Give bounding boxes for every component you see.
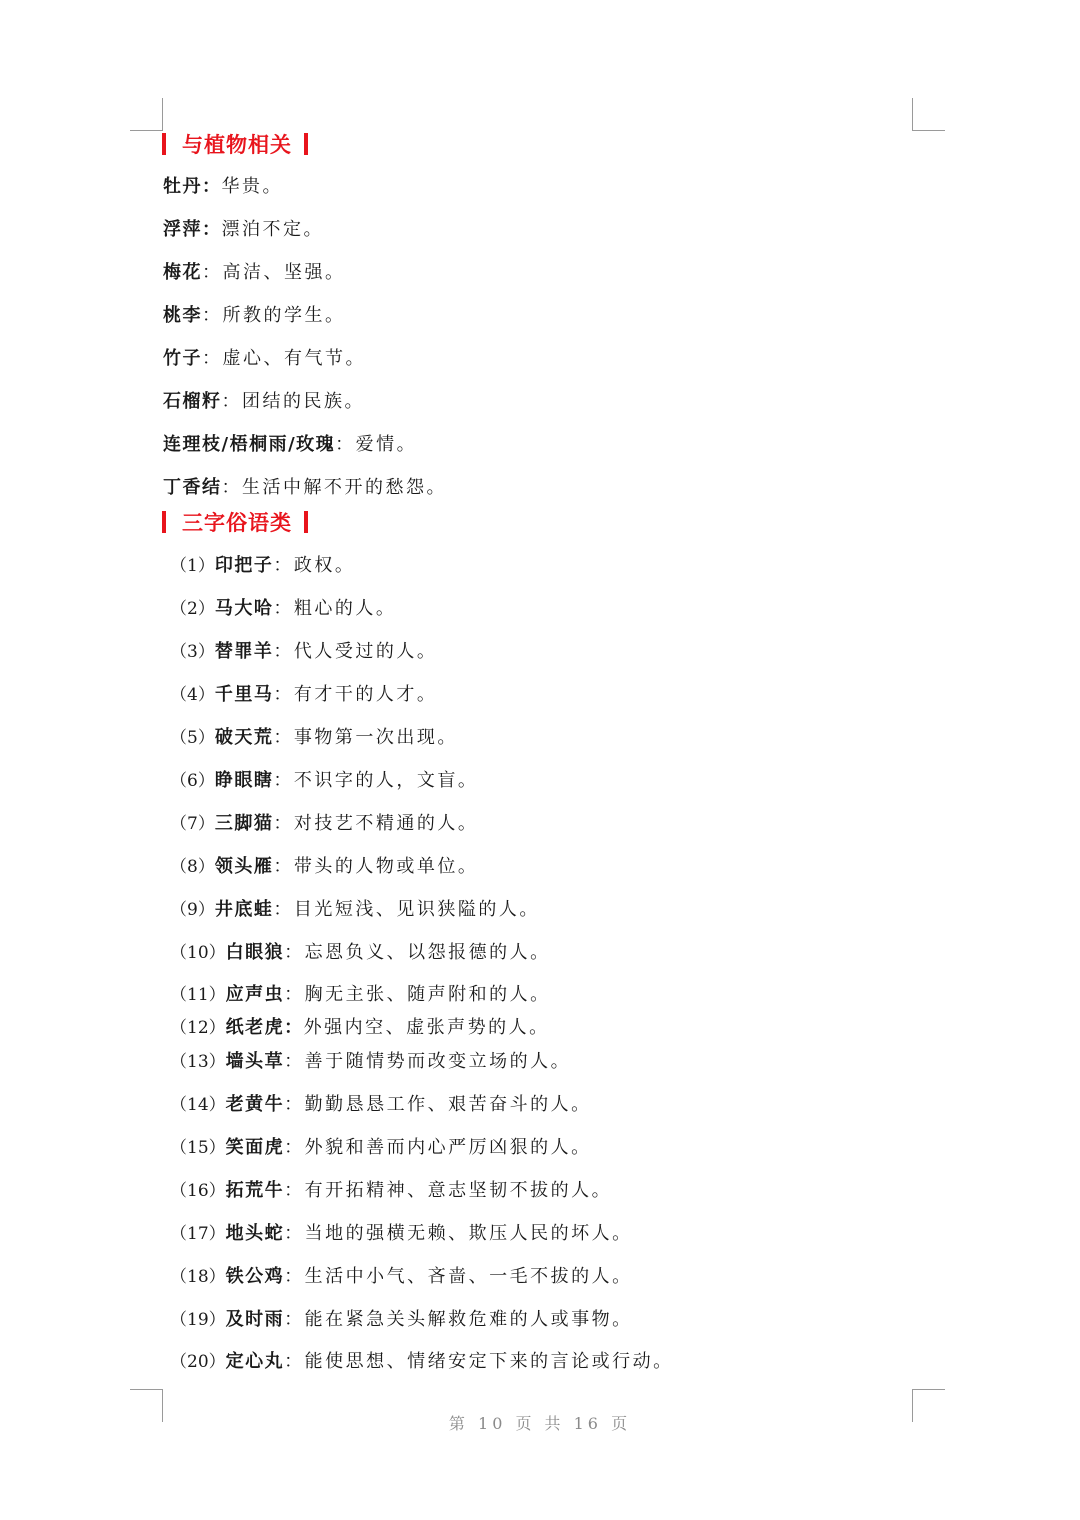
- item-number: （9）: [170, 900, 215, 920]
- item-separator: ：: [284, 984, 305, 1005]
- item-desc: 能使思想、情绪安定下来的言论或行动。: [304, 1351, 674, 1372]
- item-term: 梅花: [163, 262, 202, 283]
- crop-mark-top-right: [912, 98, 945, 131]
- item-desc: 高洁、坚强。: [222, 262, 346, 283]
- item-term: 浮萍: [163, 219, 202, 240]
- numbered-item: [170, 769, 478, 793]
- item-desc: 漂泊不定。: [221, 219, 324, 240]
- numbered-item: [170, 941, 551, 965]
- item-number: （3）: [170, 642, 215, 662]
- item-number: （15）: [170, 1138, 226, 1158]
- item-desc: 外貌和善而内心严厉凶狠的人。: [304, 1137, 592, 1158]
- list-item: [163, 304, 346, 328]
- item-desc: 有才干的人才。: [293, 684, 438, 705]
- item-term: 千里马: [214, 684, 274, 705]
- heading-bar-left: [162, 133, 166, 155]
- item-desc: 政权。: [293, 555, 356, 576]
- item-desc: 不识字的人，文盲。: [293, 770, 479, 791]
- item-desc: 目光短浅、见识狭隘的人。: [293, 899, 540, 920]
- item-desc: 外强内空、虚张声势的人。: [303, 1017, 550, 1038]
- heading-bar-left: [162, 511, 166, 533]
- item-separator: ：: [284, 1351, 305, 1372]
- item-separator: ：: [273, 899, 294, 920]
- item-separator: ：: [273, 555, 294, 576]
- item-term: 睁眼瞎: [214, 770, 274, 791]
- item-term: 石榴籽: [163, 391, 222, 412]
- item-separator: ：: [273, 727, 294, 748]
- list-item: [163, 476, 447, 500]
- numbered-item: [170, 1136, 592, 1160]
- section-heading-plants: [162, 131, 308, 157]
- item-desc: 虚心、有气节。: [222, 348, 366, 369]
- item-desc: 生活中小气、吝啬、一毛不拔的人。: [304, 1266, 633, 1287]
- item-desc: 代人受过的人。: [293, 641, 438, 662]
- item-term: 替罪羊: [214, 641, 274, 662]
- item-desc: 当地的强横无赖、欺压人民的坏人。: [304, 1223, 633, 1244]
- item-term: 马大哈: [214, 598, 274, 619]
- item-term: 竹子: [163, 348, 202, 369]
- item-desc: 所教的学生。: [222, 305, 346, 326]
- numbered-item: [170, 1265, 633, 1289]
- item-number: （1）: [170, 556, 215, 576]
- item-separator: ：: [221, 477, 242, 498]
- heading-bar-right: [304, 133, 308, 155]
- item-term: 印把子: [214, 555, 274, 576]
- item-term: 老黄牛: [225, 1094, 285, 1115]
- item-desc: 爱情。: [355, 434, 418, 455]
- item-term: 及时雨: [225, 1309, 285, 1330]
- item-separator: ：: [284, 1223, 305, 1244]
- item-number: （17）: [170, 1224, 226, 1244]
- item-number: （12）: [170, 1018, 226, 1038]
- item-term: 墙头草: [225, 1051, 285, 1072]
- item-term: 铁公鸡: [225, 1266, 285, 1287]
- item-desc: 对技艺不精通的人。: [293, 813, 479, 834]
- item-separator: ：: [284, 1137, 305, 1158]
- section-heading-idioms: [162, 509, 308, 535]
- list-item: [163, 347, 366, 371]
- item-desc: 华贵。: [221, 176, 283, 197]
- item-number: （5）: [170, 728, 215, 748]
- numbered-item: [170, 983, 551, 1007]
- item-number: （19）: [170, 1310, 226, 1330]
- item-separator: ：: [284, 1266, 305, 1287]
- item-separator: ：: [202, 262, 223, 283]
- item-term: 领头雁: [214, 856, 274, 877]
- item-term: 地头蛇: [225, 1223, 285, 1244]
- item-separator: ：: [284, 1309, 305, 1330]
- item-number: （20）: [170, 1352, 226, 1372]
- numbered-item: [170, 1050, 571, 1074]
- item-term: 拓荒牛: [225, 1180, 285, 1201]
- item-separator: ：: [273, 856, 294, 877]
- numbered-item: [170, 855, 478, 879]
- item-term: 三脚猫: [214, 813, 274, 834]
- numbered-item: [170, 1016, 550, 1040]
- item-desc: 粗心的人。: [293, 598, 397, 619]
- item-number: （10）: [170, 943, 226, 963]
- page-footer: 第 10 页 共 16 页: [448, 1414, 632, 1433]
- list-item: [163, 175, 283, 199]
- item-term: 定心丸: [225, 1351, 285, 1372]
- numbered-item: [170, 726, 458, 750]
- numbered-item: [170, 554, 355, 578]
- item-term: 破天荒: [214, 727, 274, 748]
- numbered-item: [170, 597, 396, 621]
- section-title: 三字俗语类: [182, 511, 292, 535]
- item-separator: ：: [202, 219, 222, 240]
- item-number: （6）: [170, 771, 215, 791]
- item-separator: ：: [202, 348, 223, 369]
- list-item: [163, 433, 417, 457]
- numbered-item: [170, 1093, 592, 1117]
- numbered-item: [170, 1222, 633, 1246]
- item-desc: 忘恩负义、以怨报德的人。: [304, 942, 551, 963]
- item-desc: 善于随情势而改变立场的人。: [304, 1051, 572, 1072]
- item-desc: 有开拓精神、意志坚韧不拔的人。: [304, 1180, 613, 1201]
- numbered-item: [170, 812, 478, 836]
- item-number: （2）: [170, 599, 215, 619]
- item-separator: ：: [284, 1180, 305, 1201]
- numbered-item: [170, 898, 540, 922]
- section-title: 与植物相关: [182, 133, 292, 157]
- item-separator: ：: [335, 434, 356, 455]
- crop-mark-top-left: [130, 98, 163, 131]
- list-item: [163, 261, 346, 285]
- item-separator: ：: [284, 1051, 305, 1072]
- item-number: （7）: [170, 814, 215, 834]
- item-number: （18）: [170, 1267, 226, 1287]
- item-term: 丁香结: [163, 477, 222, 498]
- item-separator: ：: [284, 1094, 305, 1115]
- numbered-item: [170, 683, 437, 707]
- item-desc: 事物第一次出现。: [293, 727, 458, 748]
- item-separator: ：: [273, 813, 294, 834]
- item-term: 笑面虎: [225, 1137, 285, 1158]
- item-separator: ：: [202, 176, 222, 197]
- item-term: 应声虫: [225, 984, 285, 1005]
- item-term: 桃李: [163, 305, 202, 326]
- item-separator: ：: [284, 1017, 304, 1038]
- item-number: （11）: [170, 985, 226, 1005]
- numbered-item: [170, 1308, 633, 1332]
- item-separator: ：: [273, 770, 294, 791]
- item-number: （14）: [170, 1095, 226, 1115]
- item-term: 牡丹: [163, 176, 202, 197]
- item-separator: ：: [273, 598, 294, 619]
- item-term: 白眼狼: [225, 942, 285, 963]
- item-desc: 团结的民族。: [242, 391, 365, 412]
- list-item: [163, 218, 324, 242]
- item-term: 井底蛙: [214, 899, 274, 920]
- item-separator: ：: [273, 684, 294, 705]
- item-separator: ：: [202, 305, 223, 326]
- item-desc: 生活中解不开的愁怨。: [242, 477, 447, 498]
- item-number: （4）: [170, 685, 215, 705]
- item-desc: 带头的人物或单位。: [293, 856, 479, 877]
- item-number: （8）: [170, 857, 215, 877]
- numbered-item: [170, 1179, 612, 1203]
- item-separator: ：: [284, 942, 305, 963]
- item-term: 连理枝/梧桐雨/玫瑰: [163, 434, 336, 455]
- heading-bar-right: [304, 511, 308, 533]
- item-separator: ：: [273, 641, 294, 662]
- item-number: （13）: [170, 1052, 226, 1072]
- item-desc: 胸无主张、随声附和的人。: [304, 984, 551, 1005]
- numbered-item: [170, 1350, 674, 1374]
- list-item: [163, 390, 365, 414]
- item-term: 纸老虎: [225, 1017, 285, 1038]
- item-separator: ：: [221, 391, 242, 412]
- item-desc: 能在紧急关头解救危难的人或事物。: [304, 1309, 633, 1330]
- numbered-item: [170, 640, 437, 664]
- item-number: （16）: [170, 1181, 226, 1201]
- item-desc: 勤勤恳恳工作、艰苦奋斗的人。: [304, 1094, 592, 1115]
